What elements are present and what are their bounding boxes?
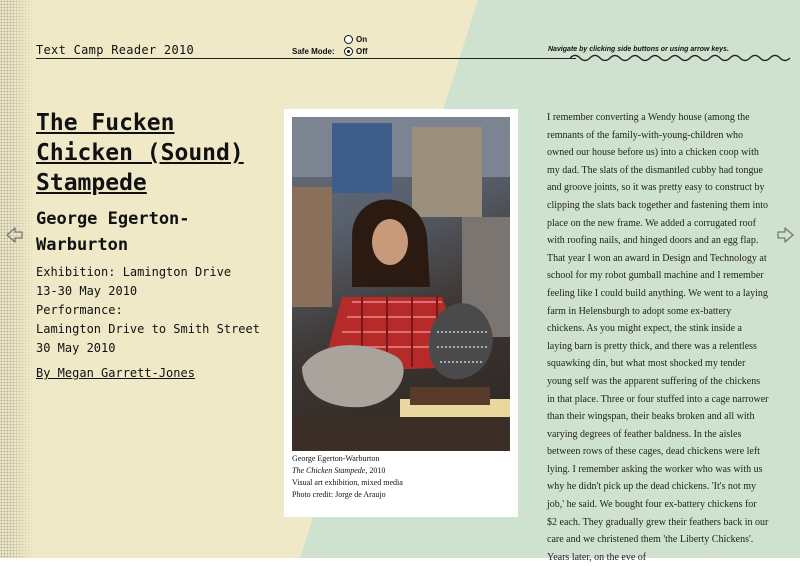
- article-title: The Fucken Chicken (Sound) Stampede: [36, 110, 244, 196]
- safe-mode-label: Safe Mode:: [292, 47, 335, 56]
- safe-mode-off-option[interactable]: [344, 47, 368, 56]
- meta-line: Exhibition: Lamington Drive: [36, 265, 232, 279]
- meta-line: 13-30 May 2010: [36, 284, 138, 298]
- header-rule: [36, 58, 576, 59]
- right-arrow-icon[interactable]: [776, 226, 794, 244]
- caption-work-title: The Chicken Stampede: [292, 466, 366, 475]
- article-body-text: I remember converting a Wendy house (among the remnants of the family-with-young-children who owned our house before us) into a chicken coop with my dad. The slats of the dismantled cubby had tongue and groove joints, so it was pretty easy to construct by clipping the slats back together and fastening them into place on the new frame. We added a corrugated roof with roofing nails, and hinged doors and an egg flap. That year I won an award in Design and Technology at school for my robot gumball machine and I remember feeling like I could build anything. We went to a laying farm in Helensburgh to adopt some ex-battery chickens. As you might expect, the stink inside a laying barn is pretty thick, and there was a relentless squawking din, but what most shocked my tender young self was the apparent suffering of the chickens in that place. Three or four stuffed into a cage narrower than their wingspan, their beaks broken and all with varying degrees of feather baldness. In the aisles between rows of these cages, dead chickens were left lying. I remember asking the worker who was with us why he didn't pick up the dead chickens. 'It's not my job,' he said. We bought four ex-battery chickens for $2 each. They gradually grew their feathers back in our care and we christened them 'the Liberty Chickens'. Years later, on the eve of: [547, 112, 769, 563]
- photo-card: [284, 109, 518, 517]
- meta-line: Performance:: [36, 303, 123, 317]
- safe-mode-on-label: On: [356, 35, 368, 44]
- caption-medium: Visual art exhibition, mixed media: [292, 478, 403, 487]
- header-wave-line: [570, 52, 795, 62]
- safe-mode-off-radio[interactable]: [344, 47, 353, 56]
- photo-illustration: [292, 117, 510, 451]
- safe-mode-off-label: Off: [356, 47, 368, 56]
- artist-name: George Egerton-Warburton: [36, 209, 190, 255]
- exhibition-details: [36, 263, 260, 358]
- meta-line: Lamington Drive to Smith Street: [36, 322, 260, 336]
- caption-work-year: , 2010: [365, 466, 386, 475]
- caption-credit: Photo credit: Jorge de Araujo: [292, 490, 386, 499]
- meta-line: 30 May 2010: [36, 341, 116, 355]
- artist-photo: [292, 117, 510, 451]
- left-arrow-icon[interactable]: [6, 226, 24, 244]
- navigation-hint: Navigate by clicking side buttons or using arrow keys.: [548, 46, 729, 53]
- photo-caption: [292, 453, 510, 501]
- site-title: Text Camp Reader 2010: [36, 43, 195, 57]
- caption-work: [292, 465, 510, 477]
- left-dither-edge: [0, 0, 34, 558]
- author-byline-link[interactable]: By Megan Garrett-Jones: [36, 366, 195, 380]
- caption-artist: George Egerton-Warburton: [292, 454, 380, 463]
- safe-mode-on-option[interactable]: [344, 35, 367, 44]
- safe-mode-on-radio[interactable]: [344, 35, 353, 44]
